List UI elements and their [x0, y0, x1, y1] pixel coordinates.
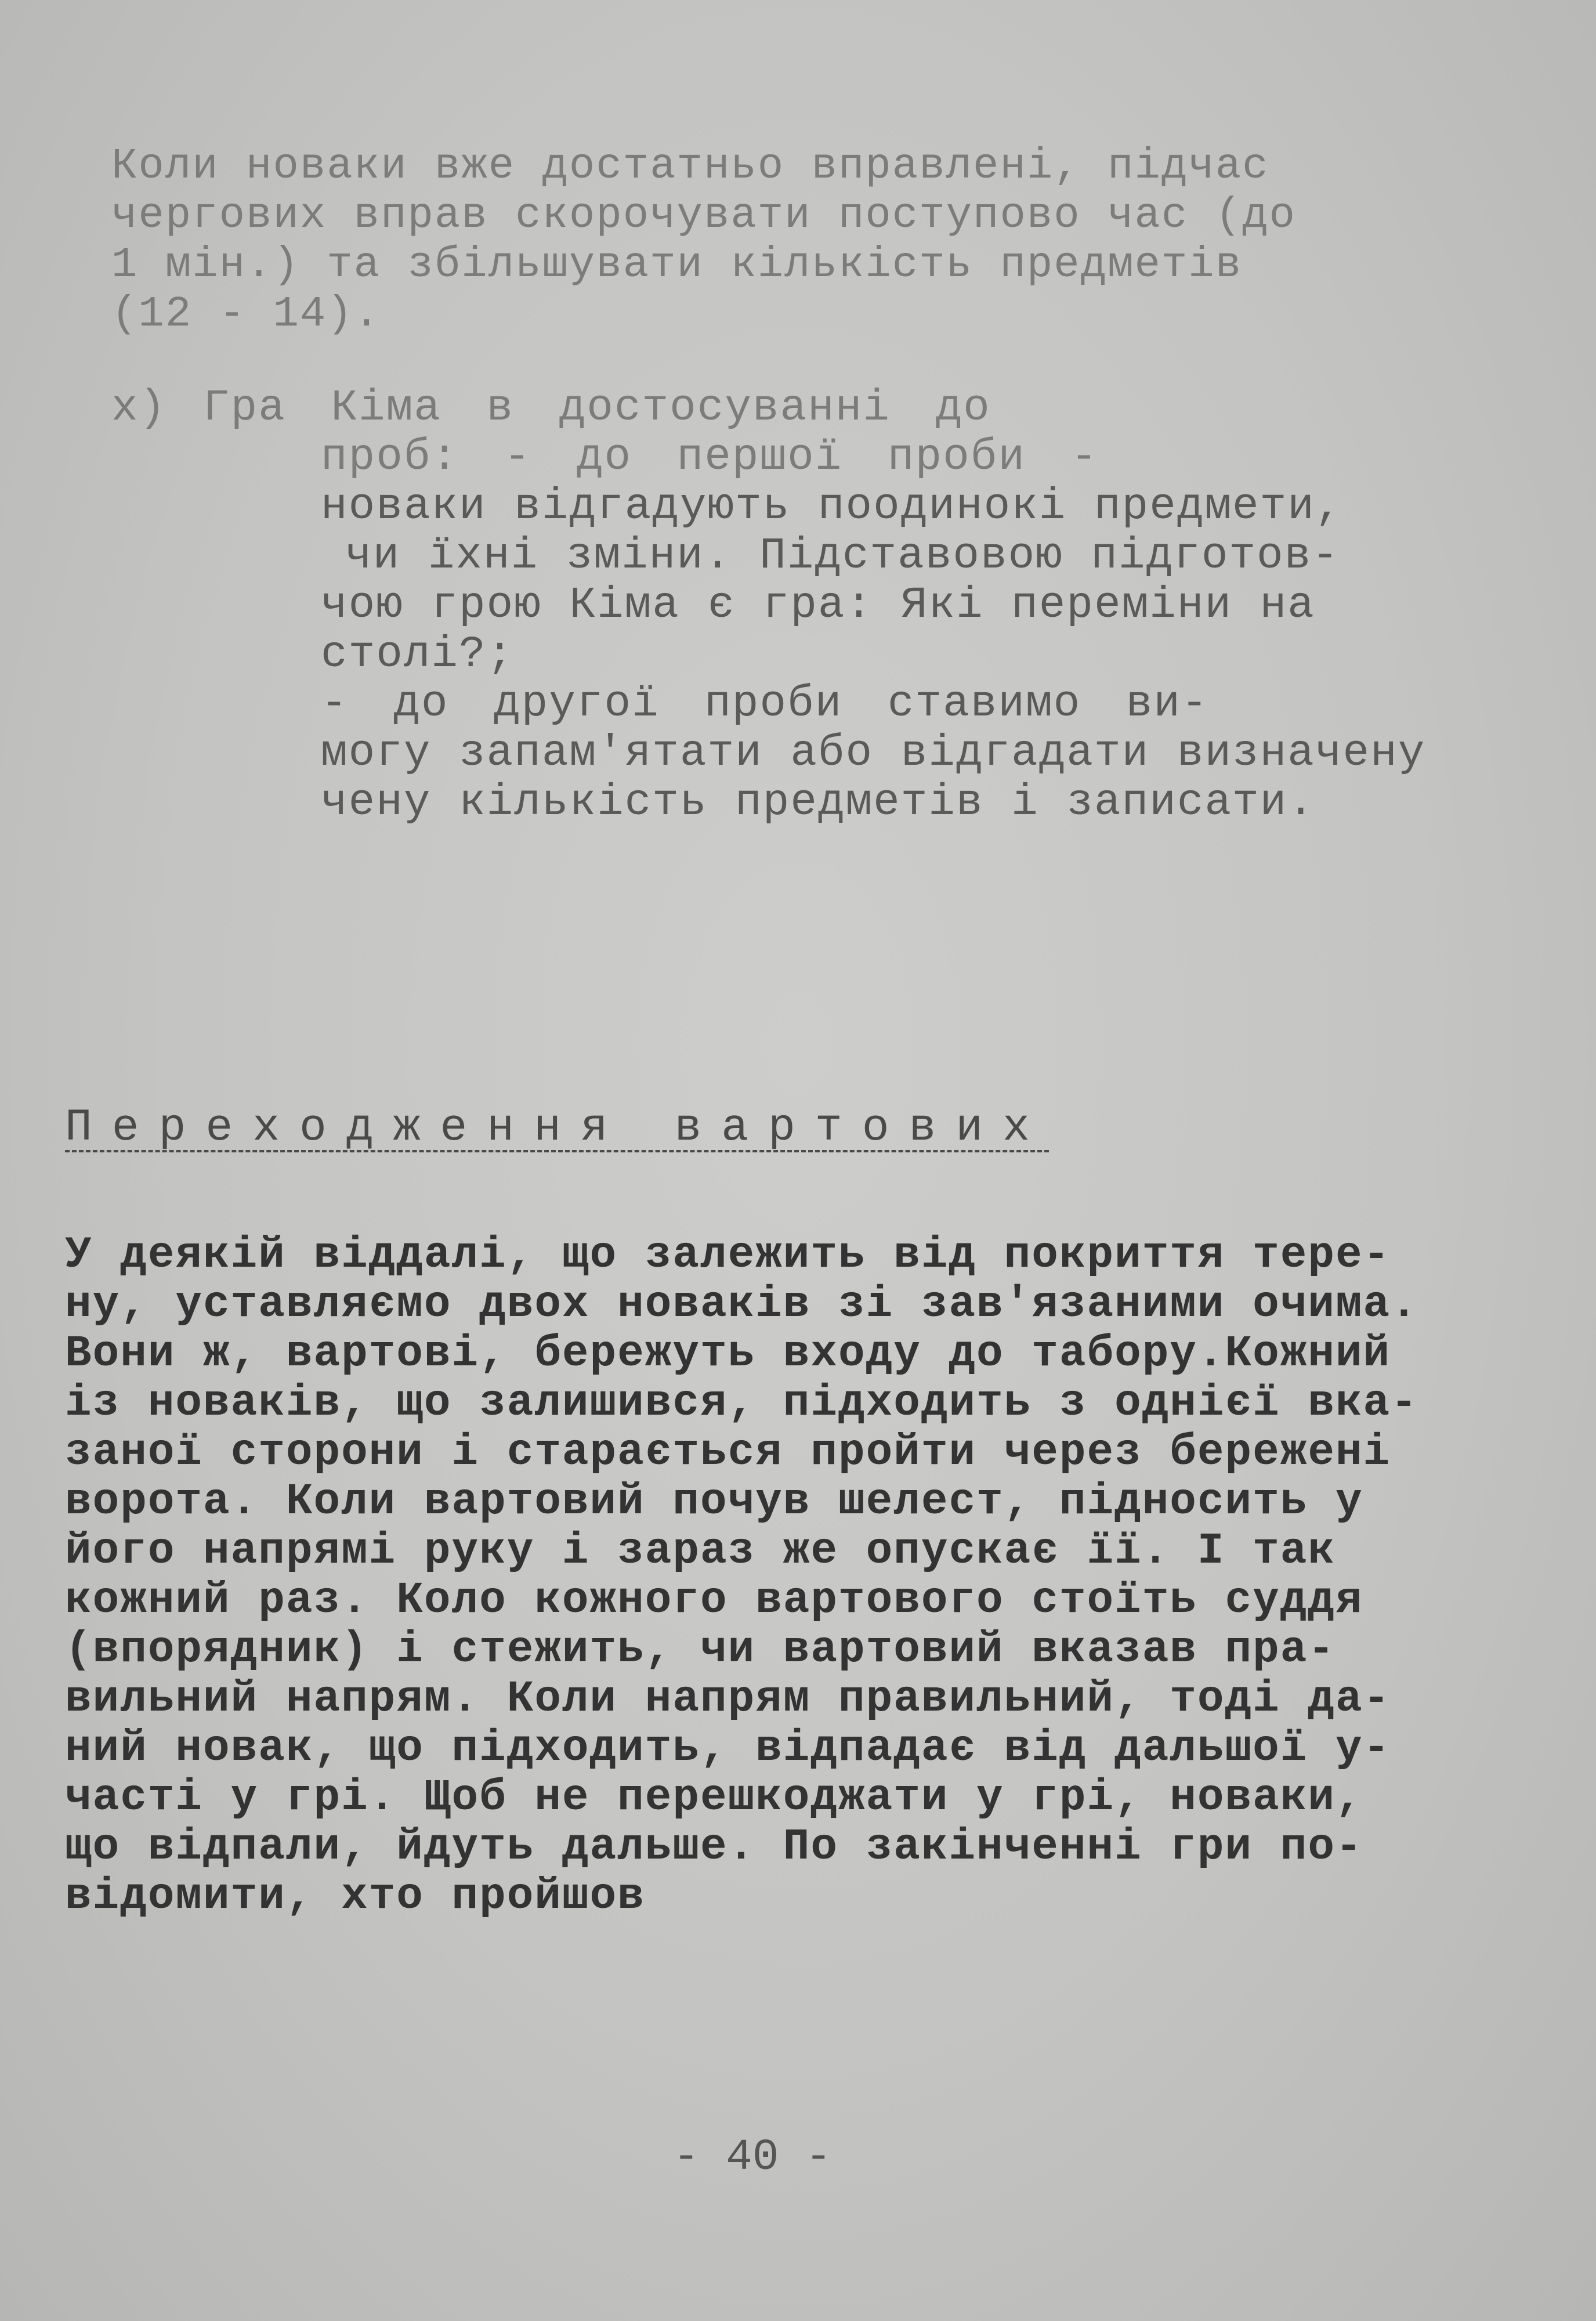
item-x-line-5: чою грою Кіма є гра: Які переміни на	[321, 580, 1315, 630]
paragraph-3-line-7: його напрямі руку і зараз же опускає її. І так	[65, 1526, 1336, 1576]
item-x-label: х)	[111, 383, 167, 433]
item-x-line-9: чену кількість предметів і записати.	[321, 778, 1315, 827]
item-x-line-8: могу запам'ятати або відгадати визначену	[321, 728, 1426, 778]
paragraph-3-line-13: що відпали, йдуть дальше. По закінченні гри по-	[65, 1822, 1363, 1872]
paragraph-1-line-2: чергових вправ скорочувати поступово час (до	[111, 191, 1296, 240]
paragraph-1-line-1: Коли новаки вже достатньо вправлені, підчас	[111, 142, 1269, 191]
paragraph-3-line-9: (впорядник) і стежить, чи вартовий вказав пра-	[65, 1625, 1336, 1675]
item-x-line-6: столі?;	[321, 630, 515, 679]
paragraph-3-line-3: Вони ж, вартові, бережуть входу до табору.Кожний	[65, 1329, 1391, 1379]
paragraph-3-line-4: із новаків, що залишився, підходить з однієї вка-	[65, 1378, 1418, 1428]
paragraph-3-line-1: У деякій віддалі, що залежить від покриття тере-	[65, 1230, 1391, 1280]
paragraph-1-line-3: 1 мін.) та збільшувати кількість предметів	[111, 241, 1243, 290]
item-x-line-3: новаки відгадують поодинокі предмети,	[321, 482, 1343, 532]
item-x-line-1: Гра Кіма в достосуванні до	[203, 383, 991, 433]
item-x-line-2: проб: - до першої проби -	[321, 432, 1099, 482]
paragraph-3-line-11: ний новак, що підходить, відпадає від дальшої у-	[65, 1723, 1391, 1773]
paragraph-3-line-10: вильний напрям. Коли напрям правильний, тоді да-	[65, 1674, 1391, 1724]
paragraph-3-line-2: ну, уставляємо двох новаків зі зав'язаними очима.	[65, 1279, 1418, 1329]
paragraph-3-line-8: кожний раз. Коло кожного вартового стоїть суддя	[65, 1575, 1363, 1625]
paragraph-3-line-14: відомити, хто пройшов	[65, 1871, 645, 1921]
paragraph-1-line-4: (12 - 14).	[111, 290, 381, 339]
paragraph-3-line-6: ворота. Коли вартовий почув шелест, підносить у	[65, 1477, 1363, 1527]
paragraph-3-line-12: часті у грі. Щоб не перешкоджати у грі, новаки,	[65, 1773, 1363, 1823]
section-heading: Переходження вартових	[65, 1102, 1049, 1154]
item-x-line-4: чи їхні зміни. Підставовою підготов-	[345, 531, 1340, 581]
page-number: - 40 -	[673, 2132, 832, 2182]
paragraph-3-line-5: заної сторони і старається пройти через бережені	[65, 1427, 1391, 1477]
item-x-line-7: - до другої проби ставимо ви-	[321, 679, 1209, 729]
